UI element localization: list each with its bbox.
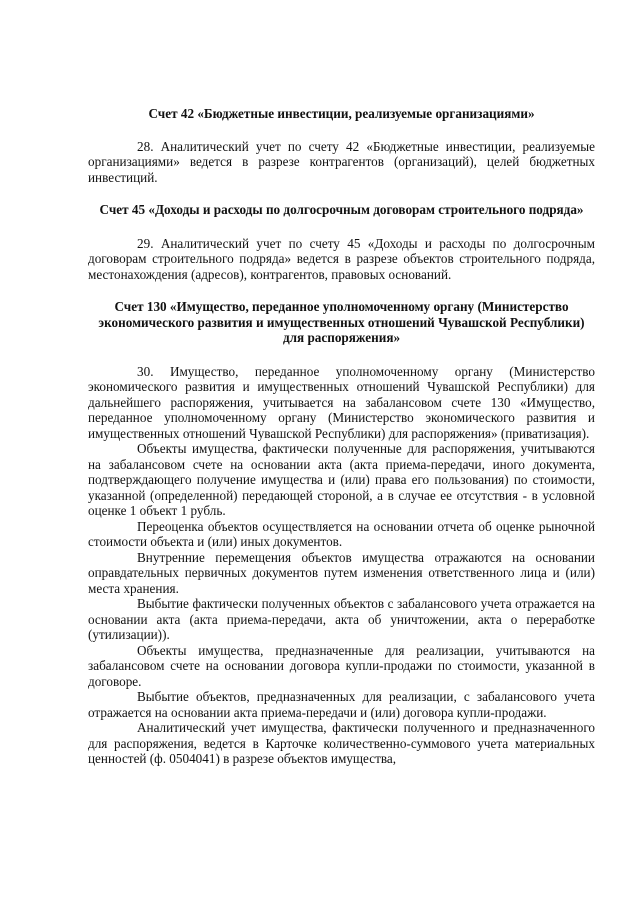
section-heading-account-42: Счет 42 «Бюджетные инвестиции, реализуемые организациями» [148,106,535,121]
paragraph-disposal-received: Выбытие фактически полученных объектов с забалансового учета отражается на основании акта (акта приема-передачи, акта об уничтожении, акта о переработке (утилизации)). [88,596,595,642]
section-heading-account-45: Счет 45 «Доходы и расходы по долгосрочным договорам строительного подряда» [99,202,584,217]
paragraph-disposal-for-sale: Выбытие объектов, предназначенных для реализации, с забалансового учета отражается на основании акта приема-передачи и (или) договора купли-продажи. [88,689,595,720]
document-page [88,106,595,767]
paragraph-revaluation: Переоценка объектов осуществляется на основании отчета об оценке рыночной стоимости объекта и (или) иных документов. [88,518,595,549]
section-heading-account-130: Счет 130 «Имущество, переданное уполномоченному органу (Министерство экономического развития и имущественных отношений Чувашской Республики) для распоряжения» [98,299,585,345]
paragraph-objects-for-sale: Объекты имущества, предназначенные для реализации, учитываются на забалансовом счете на основании договора купли-продажи по стоимости, указанной в договоре. [88,642,595,689]
paragraph-30: 30. Имущество, переданное уполномоченному органу (Министерство экономического развития и имущественных отношений Чувашской Республики) для дальнейшего распоряжения, учитывается на забалансовом счете 130 «Имущество, переданное уполномоченному органу (Министерство экономического развития и имущественных отношений Чувашской Республики) для распоряжения» (приватизация). [88,363,595,441]
paragraph-28: 28. Аналитический учет по счету 42 «Бюджетные инвестиции, реализуемые организациями» ведется в разрезе контрагентов (организаций), целей бюджетных инвестиций. [88,138,595,185]
paragraph-received-objects: Объекты имущества, фактически полученные для распоряжения, учитываются на забалансовом счете на основании акта (акта приема-передачи, иного документа, подтверждающего получение имущества и (или) права его пользования) по стоимости, указанной (определенной) передающей стороной, а в случае ее отсутствия - в условной оценке 1 объект 1 рубль. [88,441,595,518]
paragraph-29: 29. Аналитический учет по счету 45 «Доходы и расходы по долгосрочным договорам строительного подряда» ведется в разрезе объектов строительного подряда, местонахождения (адресов), контрагентов, правовых оснований. [88,235,595,282]
paragraph-internal-transfers: Внутренние перемещения объектов имущества отражаются на основании оправдательных первичных документов путем изменения ответственного лица и (или) места хранения. [88,549,595,596]
paragraph-analytical-accounting: Аналитический учет имущества, фактически полученного и предназначенного для распоряжения, ведется в Карточке количественно-суммового учета материальных ценностей (ф. 0504041) в разрезе объектов имущества, [88,720,595,766]
